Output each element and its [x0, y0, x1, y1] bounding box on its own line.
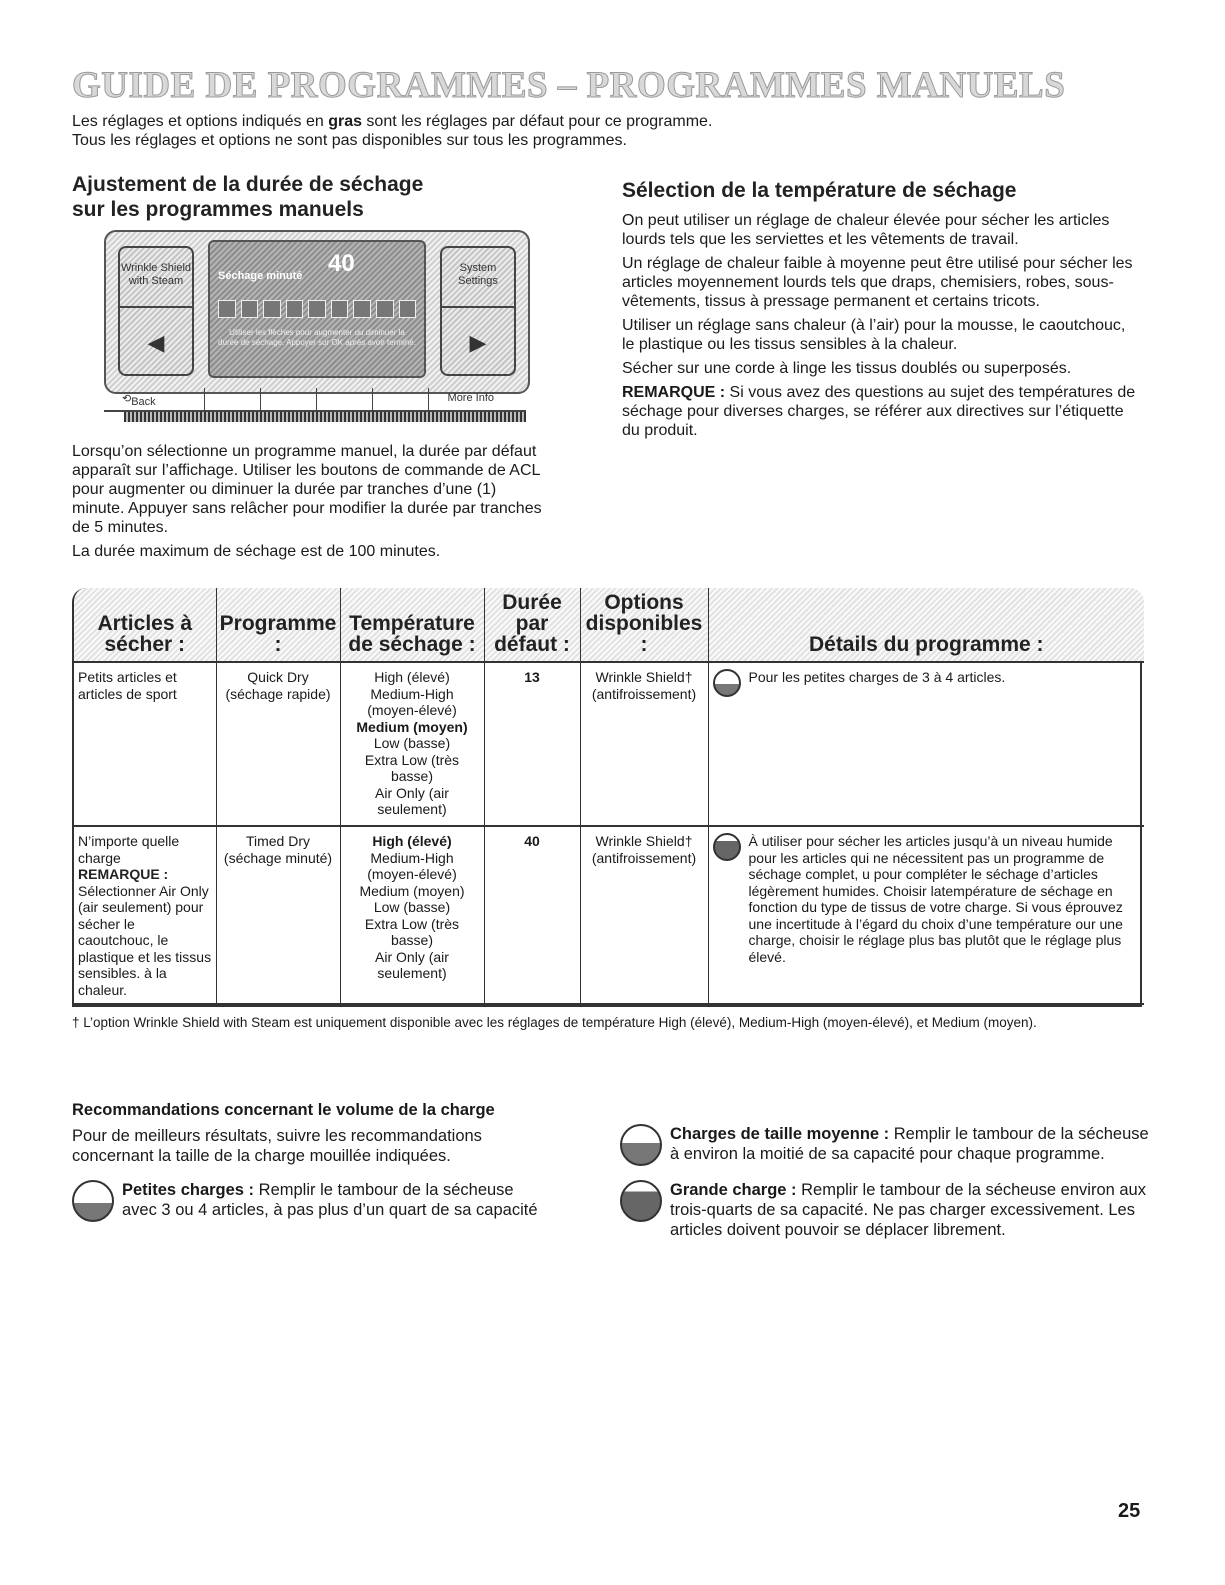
paragraph: Sécher sur une corde à linge les tissus doublés ou superposés. [622, 360, 1072, 377]
cell-details [708, 826, 1144, 1004]
temp-option: Medium-High (moyen-élevé) [367, 685, 457, 718]
temp-option: Extra Low (très basse) [364, 915, 460, 948]
header-options: Options disponibles : [580, 588, 708, 662]
temp-option: Air Only (air seulement) [375, 784, 449, 817]
details-text: À utiliser pour sécher les articles jusqu’à un niveau humide pour les articles qui ne nécessitent pas un programme de séchage complet, u pour compléter le séchage d’articles légèrement humides. Choisir latempérature de séchage en fonction du type de tissus de votre charge. Si vous éprouvez une incertitude à l’égard du choix d’une température our une charge, choisir le réglage plus bas plutôt que le réglage plus élevé. [748, 833, 1123, 965]
medium-load-icon [620, 1124, 662, 1166]
screen-value: 40 [328, 250, 355, 277]
table [74, 588, 1144, 1005]
large-load-label: Grande charge : [670, 1181, 797, 1199]
back-label: ⟲ Back [122, 393, 156, 408]
note-label: REMARQUE : [622, 384, 726, 401]
intro-line-2: Tous les réglages et options ne sont pas disponibles sur tous les programmes. [72, 132, 627, 149]
cell-temperatures [340, 826, 484, 1004]
temperature-heading: Sélection de la température de séchage [622, 179, 1017, 202]
paragraph: Un réglage de chaleur faible à moyenne peut être utilisé pour sécher les articles moyennement lourds tels que draps, chemisiers, robes, sous-vêtements, tissus à pressage permanent et certains tricots. [622, 255, 1133, 310]
header-programme: Programme : [216, 588, 340, 662]
large-load-text [670, 1180, 1150, 1240]
cell-articles: Petits articles et articles de sport [78, 669, 177, 702]
more-info-label: More Info [447, 392, 494, 404]
cell-articles [74, 826, 216, 1004]
cell-duree: 40 [484, 826, 580, 1004]
details-content [713, 833, 1141, 965]
small-load-icon [713, 669, 741, 697]
left-arrow-icon: ◀ [147, 330, 165, 355]
control-panel-illustration [104, 230, 530, 394]
lcd-screen [208, 240, 426, 378]
temp-option: Air Only (air seulement) [375, 948, 449, 981]
small-load-item [72, 1180, 542, 1222]
temp-option: Low (basse) [373, 735, 451, 751]
small-load-label: Petites charges : [122, 1181, 255, 1199]
intro-bold: gras [328, 113, 362, 130]
system-settings-button [440, 246, 516, 376]
medium-load-desc: Remplir le tambour de la sécheuse à environ la moitié de sa capacité pour chaque programme. [670, 1125, 1149, 1163]
duration-section [72, 172, 542, 222]
program-table [72, 588, 1142, 1007]
cell-options: Wrinkle Shield† (antifroissement) [580, 826, 708, 1004]
header-articles: Articles à sécher : [74, 588, 216, 662]
button-label: Wrinkle Shield with Steam [120, 262, 192, 287]
bar-base [124, 412, 526, 422]
duration-text [72, 442, 552, 566]
paragraph: On peut utiliser un réglage de chaleur élevée pour sécher les articles lourds tels que les serviettes et les vêtements de travail. [622, 212, 1110, 248]
note-label: REMARQUE : [78, 866, 169, 882]
temp-option: Medium (moyen) [359, 882, 465, 899]
bar-row [104, 388, 526, 412]
footnote: † L’option Wrinkle Shield with Steam est uniquement disponible avec les réglages de température High (élevé), Medium-High (moyen-élevé), et Medium (moyen). [72, 1015, 1037, 1030]
duration-heading [72, 172, 542, 222]
cell-programme: Quick Dry (séchage rapide) [216, 662, 340, 826]
paragraph: Utiliser un réglage sans chaleur (à l’air) pour la mousse, le caoutchouc, le plastique ou les tissus sensibles à la chaleur. [622, 317, 1126, 353]
table-row [74, 662, 1144, 826]
load-recommendations [72, 1100, 542, 1222]
paragraph: Lorsqu’on sélectionne un programme manuel, la durée par défaut apparaît sur l’affichage. Utiliser les boutons de commande de ACL pour augmenter ou diminuer la durée par tranches d’une (1) minute. Appuyer sans relâcher pour modifier la durée par tranches de 5 minutes. [72, 443, 542, 536]
intro-line-1 [72, 112, 1152, 131]
medium-load-label: Charges de taille moyenne : [670, 1125, 890, 1143]
cell-programme: Timed Dry (séchage minuté) [216, 826, 340, 1004]
temp-option: Medium-High (moyen-élevé) [367, 849, 457, 882]
reco-heading: Recommandations concernant le volume de la charge [72, 1101, 495, 1119]
temp-option: Low (basse) [373, 899, 451, 915]
temp-option-default: Medium (moyen) [356, 718, 468, 735]
screen-message: Utiliser les flèches pour augmenter ou diminuer la durée de séchage. Appuyer sur OK après avoir terminé. [218, 328, 416, 347]
button-label: System Settings [458, 262, 498, 287]
temp-option-default: High (élevé) [372, 833, 452, 849]
note [622, 383, 1142, 440]
header-temperature: Température de séchage : [340, 588, 484, 662]
heading-line: Ajustement de la durée de séchage [72, 173, 424, 196]
details-content [713, 669, 1141, 697]
details-text: Pour les petites charges de 3 à 4 articles. [748, 669, 1006, 685]
medium-load-item [620, 1124, 1150, 1166]
header-duree: Durée par défaut : [484, 588, 580, 662]
articles-text: N’importe quelle charge [78, 833, 180, 866]
large-load-item [620, 1180, 1150, 1240]
temp-option: Extra Low (très basse) [364, 751, 460, 784]
table-header-row [74, 588, 1144, 662]
medium-load-text [670, 1124, 1150, 1166]
load-recommendations-right [620, 1124, 1150, 1240]
divider [442, 306, 514, 308]
large-load-icon [620, 1180, 662, 1222]
divider [120, 306, 192, 308]
table-frame [72, 588, 1142, 1007]
intro-text: sont les réglages par défaut pour ce programme. [361, 113, 713, 130]
page-title: GUIDE DE PROGRAMMES – PROGRAMMES MANUELS [72, 65, 1066, 106]
screen-title: Séchage minuté [218, 270, 303, 282]
intro [72, 112, 1152, 150]
cell-options: Wrinkle Shield† (antifroissement) [580, 662, 708, 826]
note-text: Sélectionner Air Only (air seulement) pour sécher le caoutchouc, le plastique et les tissus sensibles. à la chaleur. [78, 882, 212, 998]
right-arrow-icon: ▶ [469, 330, 487, 355]
cell-duree: 13 [484, 662, 580, 826]
note-text: Si vous avez des questions au sujet des températures de séchage pour diverses charges, se référer aux directives sur l’étiquette du produit. [622, 384, 1136, 439]
heading-line: sur les programmes manuels [72, 198, 364, 221]
cell-details [708, 662, 1144, 826]
control-panel-bar [104, 388, 526, 424]
small-load-desc: Remplir le tambour de la sécheuse avec 3 ou 4 articles, à pas plus d’un quart de sa capacité [122, 1181, 538, 1219]
large-load-desc: Remplir le tambour de la sécheuse environ aux trois-quarts de sa capacité. Ne pas charger excessivement. Les articles doivent pouvoir se déplacer librement. [670, 1181, 1146, 1239]
table-row [74, 826, 1144, 1004]
temp-option: High (élevé) [374, 669, 450, 685]
paragraph: La durée maximum de séchage est de 100 minutes. [72, 543, 441, 560]
wrinkle-shield-button [118, 246, 194, 376]
small-load-icon [72, 1180, 114, 1222]
cell-temperatures [340, 662, 484, 826]
temperature-section [622, 178, 1142, 445]
small-load-text [122, 1180, 542, 1222]
page-number: 25 [1118, 1500, 1141, 1522]
reco-intro: Pour de meilleurs résultats, suivre les recommandations concernant la taille de la charge mouillée indiquées. [72, 1127, 482, 1165]
back-text: Back [131, 396, 156, 408]
intro-text: Les réglages et options indiqués en [72, 113, 329, 130]
screen-icons [218, 300, 416, 318]
header-details: Détails du programme : [708, 588, 1144, 662]
large-load-icon [713, 833, 741, 861]
